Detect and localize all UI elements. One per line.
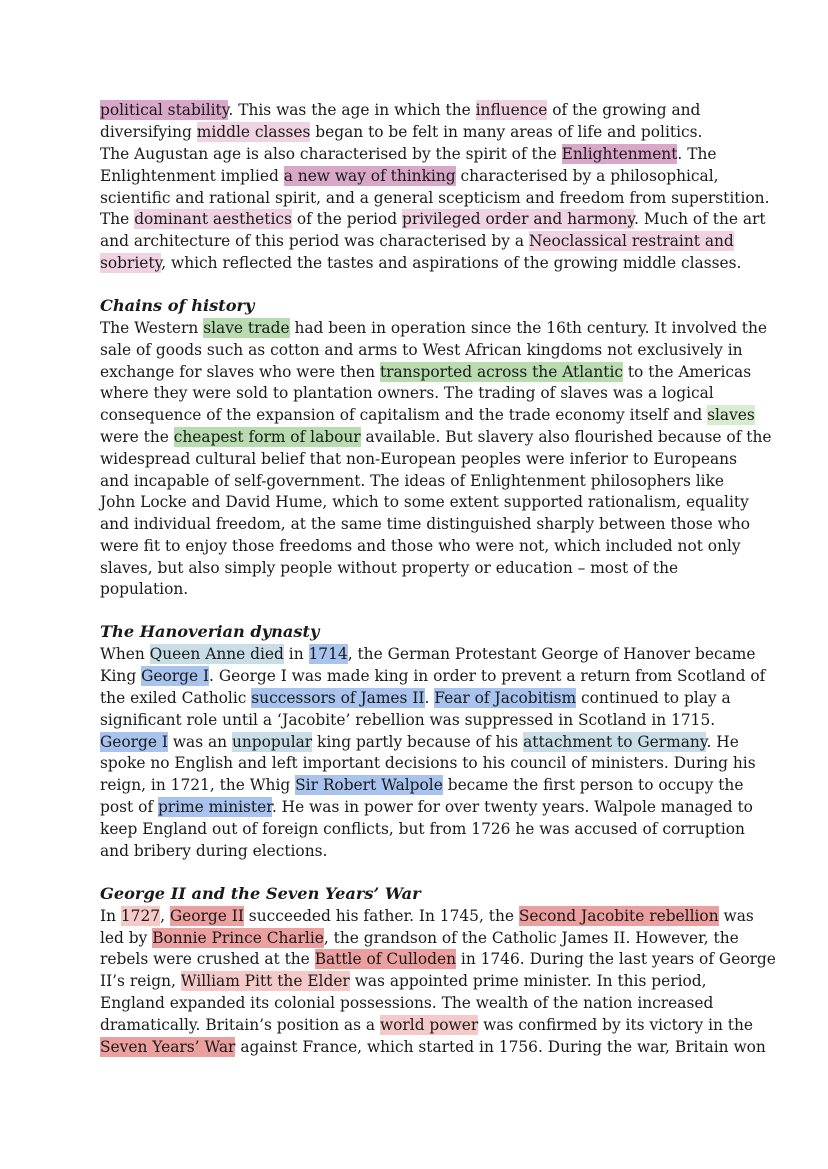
highlight: sobriety	[100, 254, 162, 272]
section-heading: The Hanoverian dynasty	[100, 622, 320, 641]
section-heading: George II and the Seven Years’ War	[100, 884, 421, 903]
highlight: influence	[475, 101, 548, 119]
highlight: George II	[169, 907, 244, 925]
text-line: The dominant aesthetics of the period privileged order and harmony. Much of the art	[100, 210, 766, 228]
text-line: sobriety, which reflected the tastes and aspirations of the growing middle classes.	[100, 254, 742, 272]
text-line: where they were sold to plantation owners. The trading of slaves was a logical	[100, 384, 714, 402]
highlight: world power	[379, 1016, 479, 1034]
highlight: Fear of Jacobitism	[434, 689, 577, 707]
text-line: the exiled Catholic successors of James II. Fear of Jacobitism continued to play a	[100, 689, 731, 707]
highlight: George I	[141, 667, 210, 685]
text-line: England expanded its colonial possessions. The wealth of the nation increased	[100, 994, 714, 1012]
text-line: were fit to enjoy those freedoms and those who were not, which included not only	[100, 537, 741, 555]
text-line: exchange for slaves who were then transported across the Atlantic to the Americas	[100, 363, 752, 381]
text-line: In 1727, George II succeeded his father. In 1745, the Second Jacobite rebellion was	[100, 907, 754, 925]
text-line: reign, in 1721, the Whig Sir Robert Walpole became the first person to occupy the	[100, 776, 744, 794]
highlight: William Pitt the Elder	[180, 972, 350, 990]
text-line: dramatically. Britain’s position as a world power was confirmed by its victory in the	[100, 1016, 754, 1034]
text-line: Enlightenment implied a new way of thinking characterised by a philosophical,	[100, 167, 719, 185]
highlight: successors of James II	[251, 689, 425, 707]
text-line: widespread cultural belief that non-European peoples were inferior to Europeans	[100, 450, 737, 468]
text-line: King George I. George I was made king in order to prevent a return from Scotland of	[100, 667, 766, 685]
text-line: scientific and rational spirit, and a general scepticism and freedom from superstition.	[100, 189, 770, 207]
highlight: a new way of thinking	[283, 167, 456, 185]
text-line: were the cheapest form of labour available. But slavery also flourished because of the	[100, 428, 772, 446]
highlight: Enlightenment	[561, 145, 678, 163]
highlight: Second Jacobite rebellion	[518, 907, 719, 925]
text-line: sale of goods such as cotton and arms to West African kingdoms not exclusively in	[100, 341, 743, 359]
section-heading: Chains of history	[100, 296, 255, 315]
highlight: cheapest form of labour	[173, 428, 361, 446]
highlight: Queen Anne died	[149, 645, 284, 663]
text-line: Seven Years’ War against France, which started in 1756. During the war, Britain won	[100, 1038, 766, 1056]
highlight: Seven Years’ War	[100, 1038, 236, 1056]
highlight: unpopular	[231, 733, 313, 751]
highlight: Bonnie Prince Charlie	[152, 929, 324, 947]
text-line: slaves, but also simply people without property or education – most of the	[100, 559, 679, 577]
text-line: George I was an unpopular king partly because of his attachment to Germany. He	[100, 733, 739, 751]
highlight: slave trade	[203, 319, 290, 337]
highlight: attachment to Germany	[523, 733, 707, 751]
text-line: John Locke and David Hume, which to some extent supported rationalism, equality	[100, 493, 749, 511]
text-line: population.	[100, 580, 189, 598]
text-line: diversifying middle classes began to be felt in many areas of life and politics.	[100, 123, 703, 141]
text-line: post of prime minister. He was in power for over twenty years. Walpole managed to	[100, 798, 753, 816]
text-line: The Western slave trade had been in operation since the 16th century. It involved the	[100, 319, 768, 337]
text-line: and bribery during elections.	[100, 842, 328, 860]
text-line: significant role until a ‘Jacobite’ rebellion was suppressed in Scotland in 1715.	[100, 711, 716, 729]
text-line: consequence of the expansion of capitalism and the trade economy itself and slaves	[100, 406, 755, 424]
text-line: spoke no English and left important decisions to his council of ministers. During his	[100, 754, 756, 772]
text-line: The Augustan age is also characterised by the spirit of the Enlightenment. The	[100, 145, 717, 163]
highlight: 1727	[120, 907, 161, 925]
highlight: privileged order and harmony	[402, 210, 635, 228]
highlight: Neoclassical restraint and	[528, 232, 734, 250]
highlight: slaves	[707, 406, 755, 424]
highlight: middle classes	[196, 123, 311, 141]
highlight: prime minister	[157, 798, 272, 816]
highlight: George I	[100, 733, 168, 751]
highlight: 1714	[308, 645, 348, 663]
highlight: Battle of Culloden	[314, 950, 456, 968]
text-line: II’s reign, William Pitt the Elder was appointed prime minister. In this period,	[100, 972, 707, 990]
text-line: political stability. This was the age in which the influence of the growing and	[100, 101, 701, 119]
highlight: dominant aesthetics	[134, 210, 292, 228]
text-line: and individual freedom, at the same time distinguished sharply between those who	[100, 515, 750, 533]
text-line: rebels were crushed at the Battle of Culloden in 1746. During the last years of George	[100, 950, 776, 968]
text-line: When Queen Anne died in 1714, the German Protestant George of Hanover became	[100, 645, 756, 663]
text-line: and architecture of this period was characterised by a Neoclassical restraint and	[100, 232, 734, 250]
highlight: Sir Robert Walpole	[295, 776, 443, 794]
text-line: led by Bonnie Prince Charlie, the grandson of the Catholic James II. However, the	[100, 929, 739, 947]
text-line: keep England out of foreign conflicts, but from 1726 he was accused of corruption	[100, 820, 745, 838]
highlight: transported across the Atlantic	[379, 363, 623, 381]
highlight: political stability	[100, 101, 229, 119]
text-line: and incapable of self-government. The ideas of Enlightenment philosophers like	[100, 472, 725, 490]
